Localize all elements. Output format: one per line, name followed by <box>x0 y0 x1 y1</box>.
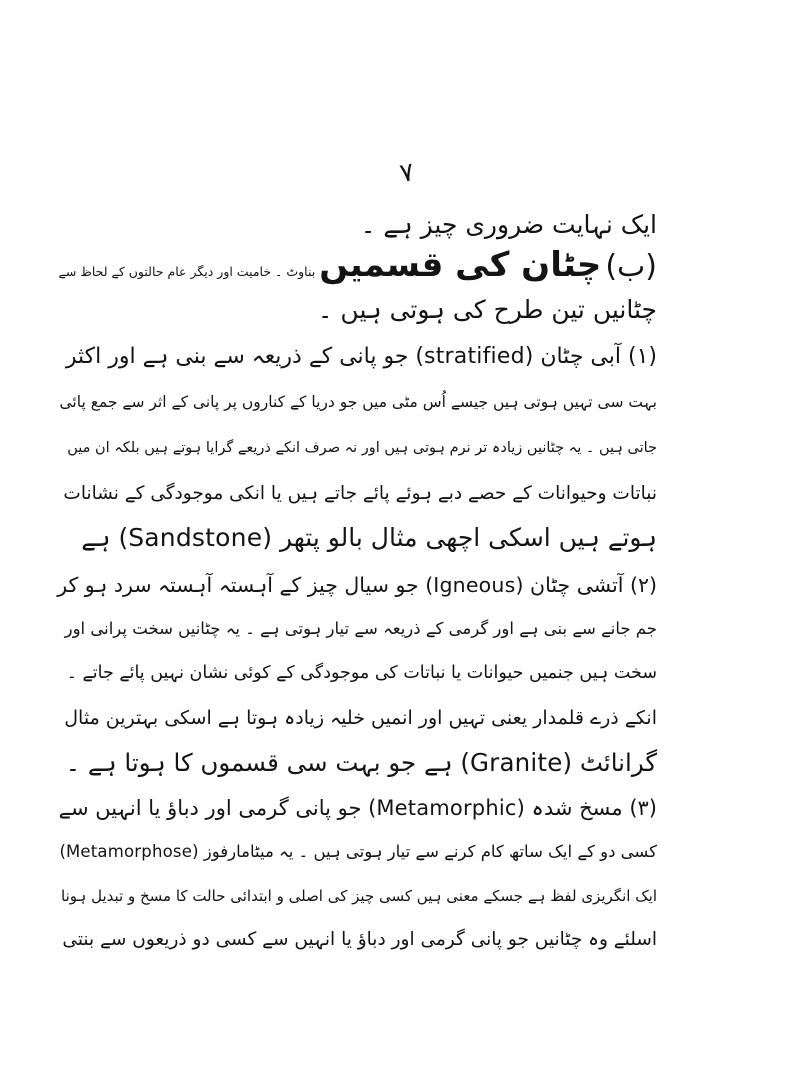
section-heading-line <box>59 245 657 285</box>
text-line-8: ہوتے ہیں اسکی اچھی مثال بالو پتھر (Sandstone) ہے <box>81 523 657 552</box>
text-line-9: (۲) آتشی چٹان (Igneous) جو سیال چیز کے آہستہ آہستہ سرد ہو کر <box>57 573 657 597</box>
section-marker: (ب) <box>605 249 657 284</box>
text-line-4: (۱) آبی چٹان (stratified) جو پانی کے ذریعہ سے بنی ہے اور اکثر <box>65 344 657 369</box>
text-line-11: سخت ہیں جنمیں حیوانات یا نباتات کی موجودگی کے کوئی نشان نہیں پائے جاتے ۔ <box>66 663 657 683</box>
text-line-14: (۳) مسخ شدہ (Metamorphic) جو پانی گرمی اور دباؤ یا انہیں سے <box>58 796 657 820</box>
page-number: ۷ <box>397 157 417 189</box>
text-line-6: جاتی ہیں ۔ یہ چٹانیں زیادہ تر نرم ہوتی ہیں اور نہ صرف انکے ذریعے گرایا ہوتے ہیں بلکہ ان میں <box>67 440 657 456</box>
text-line-3: چٹانیں تین طرح کی ہوتی ہیں ۔ <box>317 295 657 324</box>
text-line-16: ایک انگریزی لفظ ہے جسکے معنی ہیں کسی چیز کی اصلی و ابتدائی حالت کا مسخ و تبدیل ہونا <box>61 887 657 905</box>
section-title: چٹان کی قسمیں <box>319 245 602 285</box>
text-line-13: گرانائٹ (Granite) ہے جو بہت سی قسموں کا ہوتا ہے ۔ <box>65 748 657 777</box>
text-line-5: بہت سی تہیں ہوتی ہیں جیسے اُس مٹی میں جو دریا کے کناروں پر پانی کے اثر سے جمع پائی <box>59 393 657 411</box>
text-line-17: اسلئے وہ چٹانیں جو پانی گرمی اور دباؤ یا انہیں سے کسی دو ذریعوں سے بنتی <box>62 929 657 950</box>
text-line-7: نباتات وحیوانات کے حصے دبے ہوئے پائے جاتے ہیں یا انکی موجودگی کے نشانات <box>63 483 657 504</box>
text-line-15: کسی دو کے ایک ساتھ کام کرنے سے تیار ہوتی ہیں ۔ یہ میٹامارفوز (Metamorphose) <box>59 842 657 861</box>
text-line-1: ایک نہایت ضروری چیز ہے ۔ <box>360 210 657 239</box>
text-line-10: جم جانے سے بنی ہے اور گرمی کے ذریعہ سے تیار ہوتی ہے ۔ یہ چٹانیں سخت پرانی اور <box>64 619 657 638</box>
section-heading-rest: بناوٹ ۔ خامیت اور دیگر عام حالتوں کے لحاظ سے <box>58 264 316 279</box>
text-line-12: انکے ذرے قلمدار یعنی تہیں اور انمیں خلیہ زیادہ ہوتا ہے اسکی بہترین مثال <box>64 707 657 729</box>
